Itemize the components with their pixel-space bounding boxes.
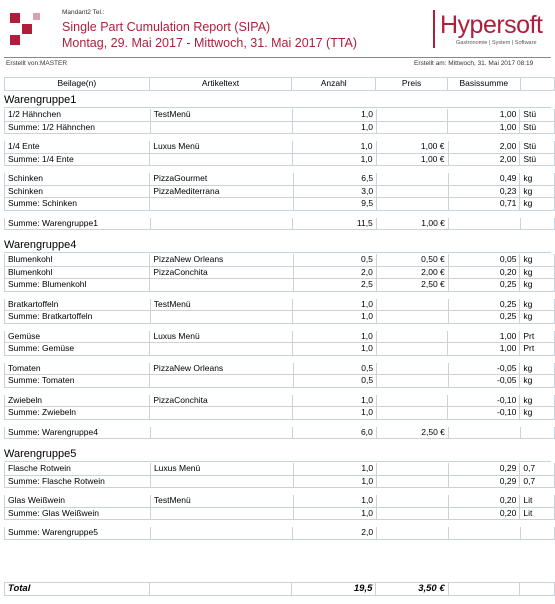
cell: 1,0 (293, 475, 376, 488)
table-row (5, 109, 555, 121)
cell: Artikeltext (149, 78, 292, 91)
cell: 1,0 (293, 507, 376, 520)
mandant-label: Mandant2 Tel.: (62, 9, 105, 16)
cell: 1,0 (293, 331, 377, 343)
cell: Schinken (5, 173, 150, 185)
table-row (5, 363, 555, 375)
created-on: Erstellt am: Mittwoch, 31. Mai 2017 08:19 (414, 60, 534, 67)
cell: Luxus Menü (150, 331, 293, 343)
cell: kg (520, 198, 555, 211)
cell: 0,5 (293, 363, 376, 375)
cell: Summe: Zwiebeln (5, 407, 150, 420)
cell: 1,0 (293, 395, 377, 407)
cell: 0,05 (448, 254, 520, 266)
group-total-row (5, 218, 555, 230)
cell: Luxus Menü (150, 141, 293, 153)
item-block (4, 141, 555, 166)
cell: Lit (520, 507, 555, 520)
logo-square-1 (10, 13, 20, 23)
cell: Luxus Menü (150, 463, 293, 475)
group-total-row (5, 427, 555, 439)
cell (377, 311, 449, 324)
group-total (4, 218, 555, 231)
cell: 1,00 (448, 343, 520, 356)
cell: Summe: Bratkartoffeln (5, 311, 151, 324)
cell: 0,5 (293, 254, 376, 266)
cell (150, 507, 293, 520)
cell: Summe: 1/2 Hähnchen (5, 121, 151, 134)
cell (376, 109, 447, 121)
cell (377, 363, 448, 375)
table-row (5, 254, 555, 266)
table-row (5, 266, 555, 279)
sum-row (5, 343, 555, 356)
cell: Summe: Flasche Rotwein (5, 475, 151, 488)
cell: 2,00 (448, 141, 520, 153)
logo-square-2 (22, 24, 32, 34)
item-block (4, 363, 555, 388)
group-heading: Warengruppe5 (4, 447, 551, 462)
cell: 1/4 Ente (5, 141, 150, 153)
grand-total-row (5, 583, 555, 596)
cell (149, 583, 292, 596)
item-block (4, 395, 555, 420)
cell: Summe: Gemüse (5, 343, 150, 356)
cell (377, 375, 448, 388)
cell: Gemüse (5, 331, 150, 343)
table-row (5, 299, 555, 311)
cell: 1,00 € (376, 218, 448, 230)
sum-row (5, 475, 555, 488)
cell (376, 407, 448, 420)
item-block (4, 254, 555, 292)
cell (448, 427, 520, 439)
sum-row (5, 153, 555, 166)
cell: 1,0 (293, 311, 377, 324)
cell: 1,00 € (376, 141, 448, 153)
cell: TestMenü (150, 495, 293, 507)
cell: 2,50 € (376, 279, 448, 292)
group-heading: Warengruppe4 (4, 238, 551, 253)
cell (377, 198, 448, 211)
cell (150, 153, 293, 166)
cell (150, 311, 293, 324)
table-row (5, 463, 555, 475)
cell: -0,05 (448, 375, 520, 388)
cell: 6,5 (293, 173, 376, 185)
cell: TestMenü (150, 109, 293, 121)
item-block (4, 299, 555, 324)
cell: 1,0 (293, 407, 377, 420)
table-row (5, 331, 555, 343)
cell (520, 78, 554, 91)
brand-logo: Hypersoft (440, 11, 543, 39)
cell (377, 173, 448, 185)
cell (520, 527, 554, 539)
cell: 1,00 (448, 109, 520, 121)
group-total (4, 427, 555, 440)
cell: Flasche Rotwein (5, 463, 151, 475)
cell: 6,0 (293, 427, 377, 439)
cell (448, 218, 520, 230)
cell: 0,7 (520, 463, 555, 475)
report-title: Single Part Cumulation Report (SIPA) (62, 20, 271, 34)
cell: Summe: Blumenkohl (5, 279, 150, 292)
cell: Tomaten (5, 363, 150, 375)
cell: 3,50 € (376, 583, 448, 596)
cell (150, 198, 293, 211)
cell: 2,00 € (376, 266, 448, 279)
cell: 1,0 (293, 141, 376, 153)
cell (377, 495, 448, 507)
table-row (5, 141, 555, 153)
cell: 0,5 (293, 375, 376, 388)
cell: 2,00 (448, 153, 520, 166)
cell: PizzaGourmet (150, 173, 293, 185)
logo-square-3 (10, 35, 20, 45)
cell: Stü (520, 121, 555, 134)
item-block (4, 463, 555, 488)
column-headers (4, 77, 555, 91)
cell (376, 343, 448, 356)
cell (377, 299, 449, 311)
cell: -0,10 (448, 407, 520, 420)
cell: 1,0 (293, 463, 376, 475)
sum-row (5, 198, 555, 211)
cell: PizzaNew Orleans (150, 254, 293, 266)
cell: 11,5 (293, 218, 377, 230)
cell: Lit (520, 495, 555, 507)
report-header (0, 0, 555, 56)
brand-subtitle: Gastronomie | System | Software (456, 40, 537, 46)
cell: 2,0 (293, 527, 377, 539)
cell: 0,20 (448, 495, 520, 507)
cell (377, 475, 448, 488)
cell: Total (5, 583, 150, 596)
group-total-row (5, 527, 555, 539)
cell: 0,20 (448, 266, 520, 279)
cell: 2,5 (293, 279, 376, 292)
cell: -0,10 (448, 395, 520, 407)
grand-total (4, 582, 555, 596)
cell (150, 375, 293, 388)
cell: Prt (520, 331, 555, 343)
cell: 1/2 Hähnchen (5, 109, 151, 121)
cell: Schinken (5, 185, 150, 198)
cell: kg (520, 266, 555, 279)
cell (151, 527, 293, 539)
cell: 1,00 (448, 331, 520, 343)
cell: 9,5 (293, 198, 376, 211)
cell (520, 218, 554, 230)
cell: 2,0 (293, 266, 376, 279)
cell: kg (520, 375, 555, 388)
group-heading: Warengruppe1 (4, 93, 551, 108)
cell: 1,0 (293, 495, 376, 507)
item-block (4, 173, 555, 211)
cell: 0,23 (448, 185, 520, 198)
cell (377, 185, 448, 198)
cell: Blumenkohl (5, 254, 150, 266)
cell: Stü (520, 141, 555, 153)
cell: 0,49 (448, 173, 520, 185)
cell (150, 427, 292, 439)
cell: PizzaConchita (150, 395, 293, 407)
header-divider (4, 57, 551, 58)
cell: Summe: Tomaten (5, 375, 150, 388)
sum-row (5, 311, 555, 324)
cell: kg (520, 395, 555, 407)
cell: 0,29 (448, 463, 520, 475)
table-row (5, 173, 555, 185)
cell: 1,0 (293, 343, 377, 356)
cell: PizzaNew Orleans (150, 363, 293, 375)
cell: kg (520, 363, 555, 375)
cell: 0,71 (448, 198, 520, 211)
cell: Summe: Schinken (5, 198, 150, 211)
cell: Summe: 1/4 Ente (5, 153, 150, 166)
cell: Basissumme (448, 78, 521, 91)
cell (520, 427, 554, 439)
cell: Summe: Warengruppe1 (5, 218, 151, 230)
cell: TestMenü (150, 299, 293, 311)
cell: 0,25 (448, 311, 520, 324)
cell: PizzaMediterrana (150, 185, 293, 198)
sum-row (5, 279, 555, 292)
cell: Stü (520, 109, 555, 121)
cell (150, 121, 293, 134)
cell: kg (520, 407, 555, 420)
table-row (5, 495, 555, 507)
cell: 0,50 € (376, 254, 448, 266)
cell (150, 475, 293, 488)
logo-square-4 (33, 13, 40, 20)
cell: 0,25 (448, 279, 520, 292)
cell: 1,0 (293, 109, 376, 121)
cell: 1,0 (293, 153, 376, 166)
sum-row (5, 121, 555, 134)
cell: PizzaConchita (150, 266, 293, 279)
sum-row (5, 407, 555, 420)
cell: kg (520, 173, 555, 185)
cell: -0,05 (448, 363, 520, 375)
report-period: Montag, 29. Mai 2017 - Mittwoch, 31. Mai 2017 (TTA) (62, 36, 358, 50)
cell: kg (520, 185, 555, 198)
cell: 0,25 (448, 299, 520, 311)
item-block (4, 495, 555, 520)
cell: 1,00 € (376, 153, 448, 166)
column-header-row (5, 78, 555, 91)
created-by: Erstellt von:MASTER (6, 60, 68, 67)
cell: Prt (520, 343, 555, 356)
cell: Anzahl (292, 78, 376, 91)
cell: kg (520, 279, 555, 292)
cell (150, 343, 293, 356)
cell: 1,0 (293, 121, 376, 134)
cell: Beilage(n) (5, 78, 150, 91)
group-total (4, 527, 555, 540)
cell: 0,29 (448, 475, 520, 488)
cell: 1,00 (448, 121, 520, 134)
cell (520, 583, 555, 596)
cell: 0,7 (520, 475, 555, 488)
item-block (4, 331, 555, 356)
cell: Summe: Warengruppe4 (5, 427, 151, 439)
cell (150, 218, 292, 230)
table-row (5, 185, 555, 198)
cell: 3,0 (293, 185, 376, 198)
cell: 0,20 (448, 507, 520, 520)
cell (448, 527, 520, 539)
cell: kg (520, 311, 555, 324)
cell (150, 279, 293, 292)
cell: Glas Weißwein (5, 495, 151, 507)
cell (376, 121, 447, 134)
cell (377, 527, 449, 539)
sum-row (5, 507, 555, 520)
cell (377, 463, 448, 475)
item-block (4, 109, 555, 134)
cell: Blumenkohl (5, 266, 150, 279)
cell: kg (520, 299, 555, 311)
cell: Preis (376, 78, 448, 91)
cell: 19,5 (292, 583, 376, 596)
cell: Zwiebeln (5, 395, 150, 407)
cell (150, 407, 293, 420)
sum-row (5, 375, 555, 388)
table-row (5, 395, 555, 407)
cell (448, 583, 520, 596)
cell (376, 331, 448, 343)
cell: 1,0 (293, 299, 377, 311)
cell: Stü (520, 153, 555, 166)
cell (376, 395, 448, 407)
brand-bar (433, 10, 435, 48)
cell: Summe: Glas Weißwein (5, 507, 151, 520)
cell (377, 507, 448, 520)
cell: Bratkartoffeln (5, 299, 151, 311)
cell: kg (520, 254, 555, 266)
cell: Summe: Warengruppe5 (5, 527, 151, 539)
cell: 2,50 € (376, 427, 448, 439)
